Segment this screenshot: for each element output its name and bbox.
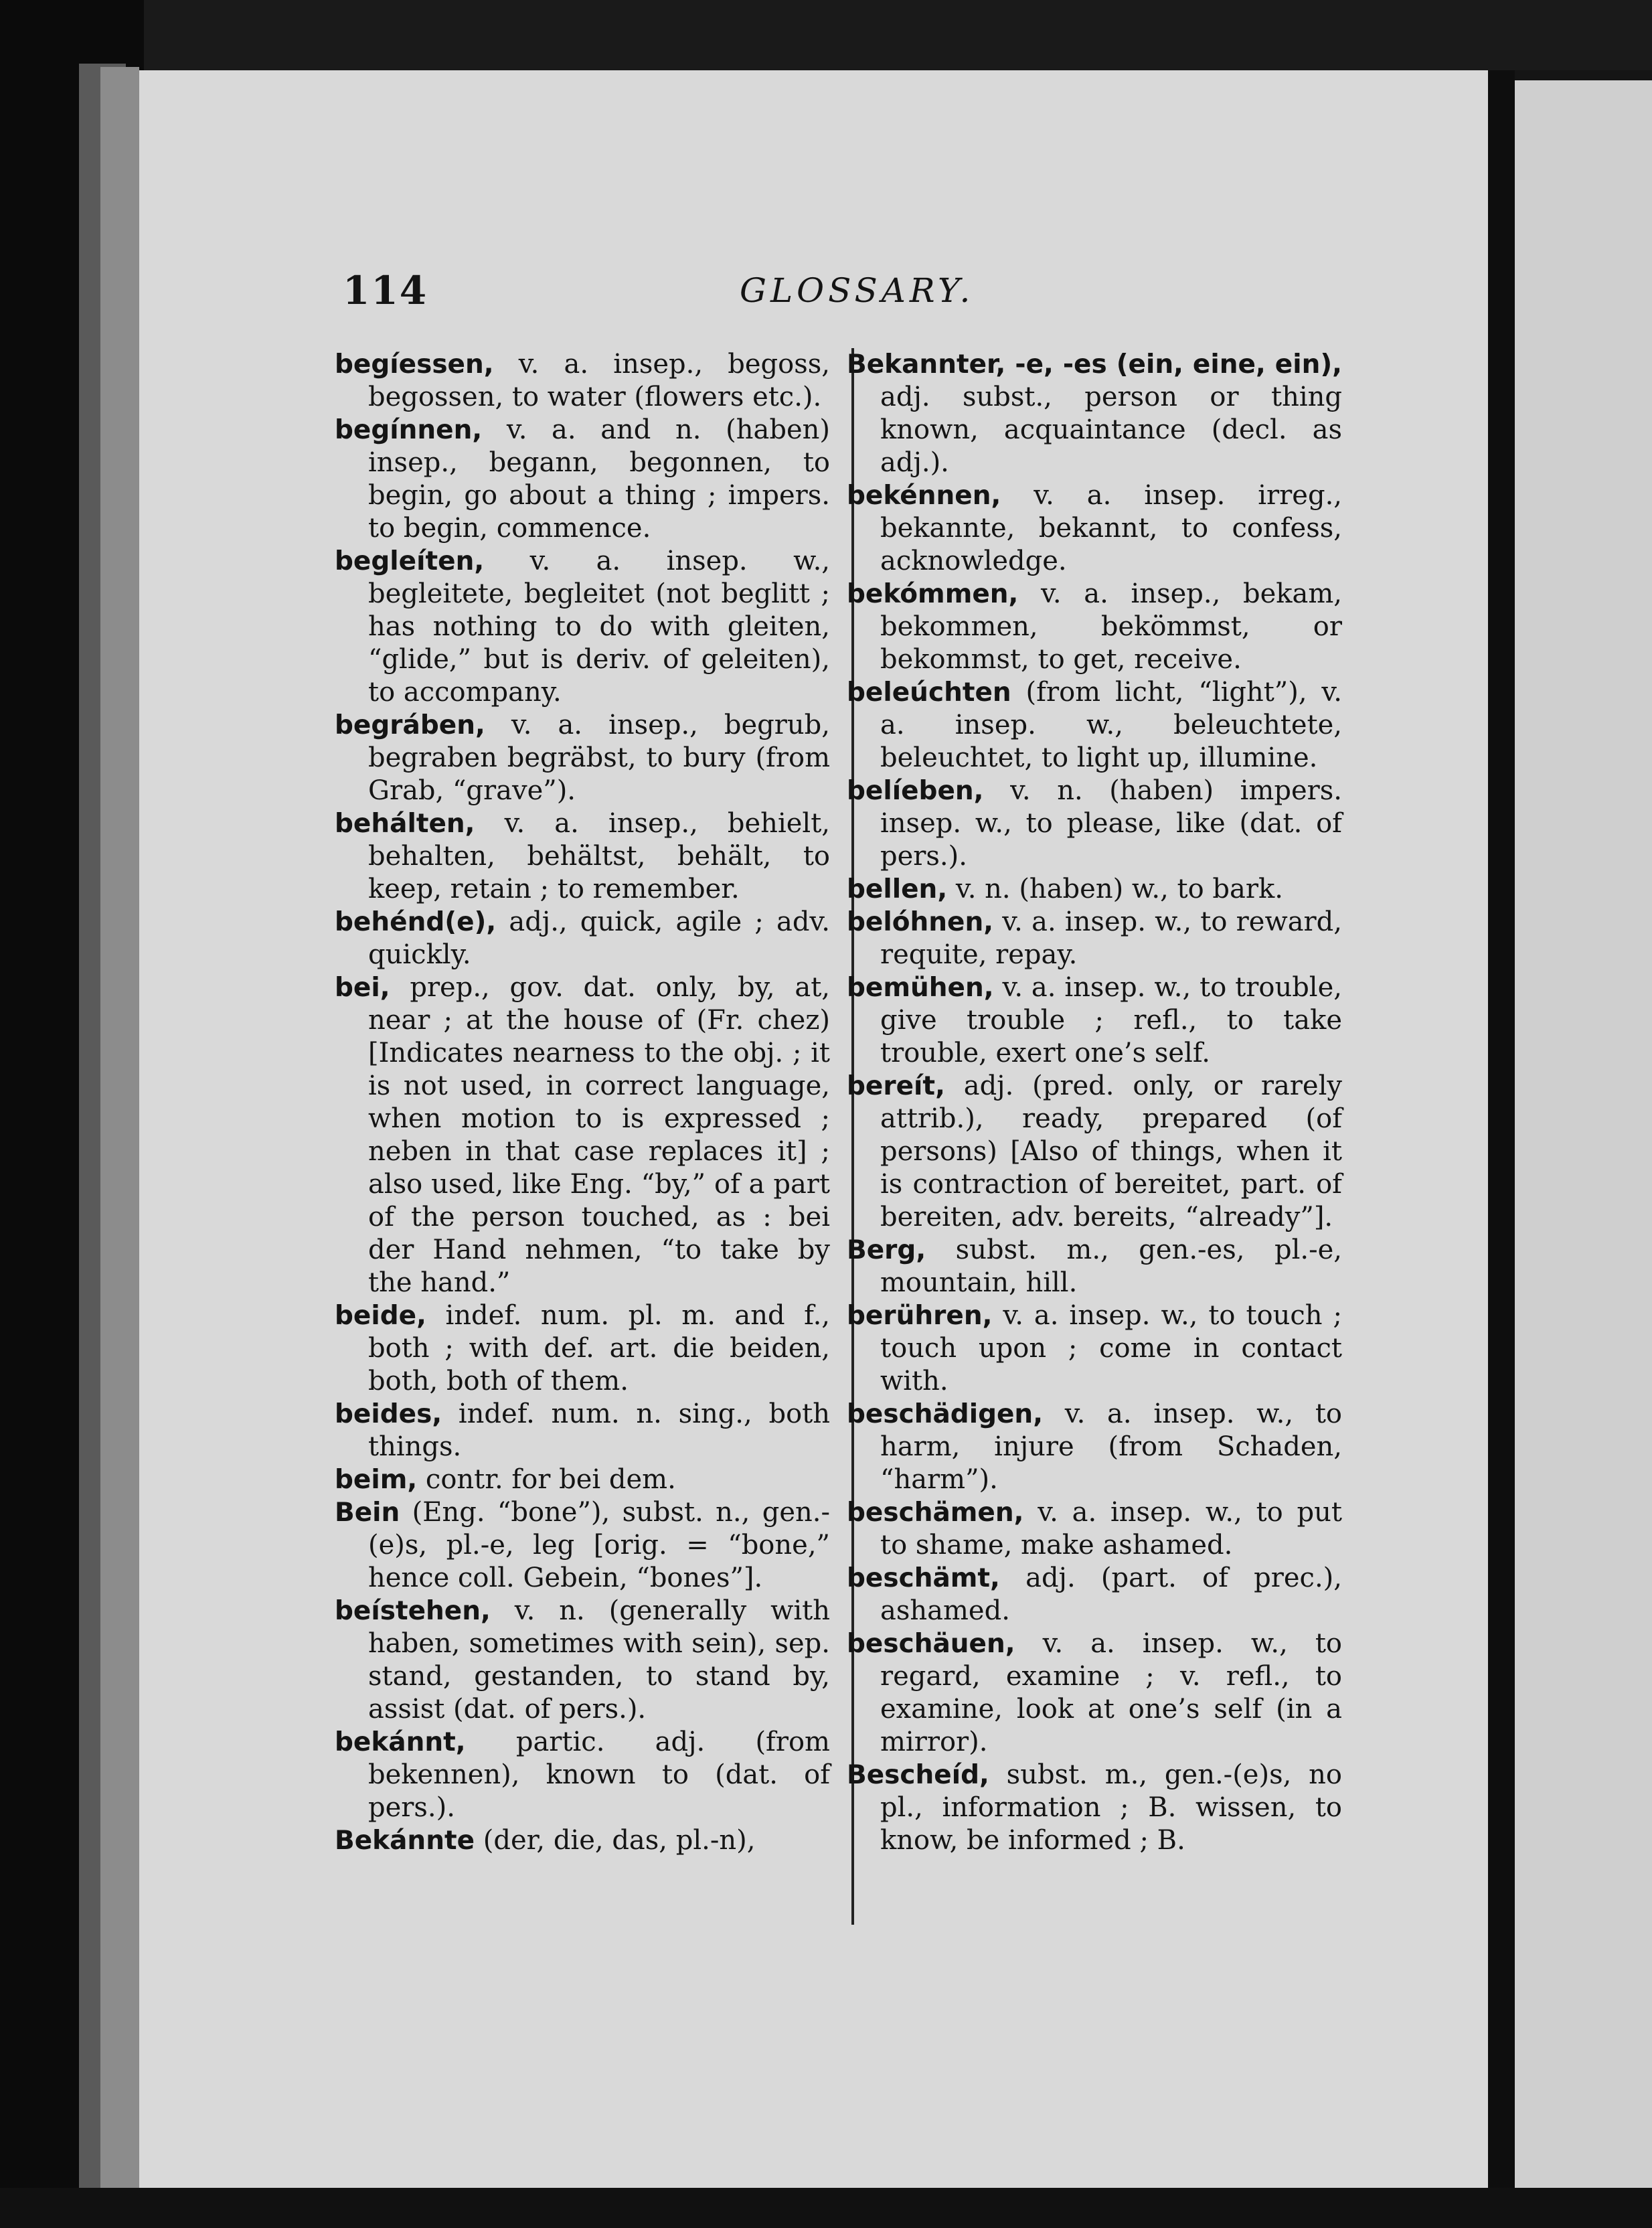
definition: v. a. insep. w., to harm, injure (from Schaden, “harm”). (880, 1399, 1342, 1495)
glossary-entry (335, 1299, 830, 1398)
definition: v. a. insep., bekam, bekommen, bekömmst, or bekommst, to get, receive. (880, 578, 1342, 675)
definition: v. a. insep. irreg., bekannte, bekannt, to confess, acknowledge. (880, 480, 1342, 576)
definition: adj., quick, agile ; adv. quickly. (368, 906, 830, 970)
headword: Bescheíd, (847, 1760, 989, 1790)
headword: berühren, (847, 1301, 993, 1331)
glossary-entry (847, 479, 1342, 578)
headword: beides, (335, 1399, 442, 1429)
headword: bereít, (847, 1071, 945, 1101)
glossary-entry (335, 1824, 830, 1857)
definition: indef. num. n. sing., both things. (368, 1399, 830, 1462)
headword: belíeben, (847, 776, 984, 806)
headword: beim, (335, 1465, 418, 1495)
glossary-entry (847, 971, 1342, 1070)
headword: begleíten, (335, 546, 485, 576)
headword: bekómmen, (847, 579, 1019, 609)
definition: subst. m., gen.-(e)s, no pl., information ; B. wissen, to know, be informed ; B. (880, 1759, 1342, 1856)
definition: partic. adj. (from bekennen), known to (dat. of pers.). (368, 1727, 830, 1823)
definition: v. a. insep. w., begleitete, begleitet (not beglitt ; has nothing to do with gleiten, “glide,” but is deriv. of geleiten), to accompany. (368, 546, 830, 708)
glossary-entry (335, 1595, 830, 1726)
glossary-entry (847, 906, 1342, 971)
glossary-entry (335, 971, 830, 1299)
glossary-entry (847, 1759, 1342, 1857)
headword: beleúchten (847, 678, 1011, 708)
headword: bekánnt, (335, 1727, 466, 1757)
definition: v. n. (haben) impers. insep. w., to please, like (dat. of pers.). (880, 775, 1342, 872)
headword: beschämen, (847, 1498, 1024, 1528)
glossary-entry (335, 1398, 830, 1463)
definition: adj. subst., person or thing known, acquaintance (decl. as adj.). (880, 382, 1342, 478)
headword: beschädigen, (847, 1399, 1044, 1429)
definition: v. a. insep. w., to put to shame, make ashamed. (880, 1497, 1342, 1561)
glossary-entry (847, 775, 1342, 873)
glossary-entry (847, 1627, 1342, 1759)
headword: bekénnen, (847, 481, 1001, 511)
page-number: 114 (343, 268, 428, 313)
glossary-entry (847, 1398, 1342, 1496)
definition: subst. m., gen.-es, pl.-e, mountain, hill. (880, 1235, 1342, 1298)
definition: adj. (pred. only, or rarely attrib.), ready, prepared (of persons) [Also of things, when it is contraction of bereitet, part. of bereiten, adv. bereits, “already”]. (880, 1070, 1342, 1232)
right-column (847, 348, 1342, 1857)
running-title: GLOSSARY. (740, 271, 975, 310)
glossary-entry (335, 906, 830, 971)
definition: (der, die, das, pl.-n), (475, 1825, 756, 1856)
headword: begíessen, (335, 349, 494, 380)
glossary-entry (847, 1496, 1342, 1562)
headword: beístehen, (335, 1596, 491, 1626)
top-shadow (144, 0, 1652, 70)
definition: adj. (part. of prec.), ashamed. (880, 1563, 1342, 1626)
bottom-shadow (0, 2188, 1652, 2228)
definition: v. a. insep., behielt, behalten, behältst, behält, to keep, retain ; to remember. (368, 808, 830, 904)
glossary-entry (335, 545, 830, 709)
headword: Bein (335, 1498, 400, 1528)
glossary-entry (847, 676, 1342, 775)
headword: belóhnen, (847, 907, 994, 937)
headword: beschämt, (847, 1563, 1000, 1593)
headword: bemühen, (847, 973, 994, 1003)
definition: v. n. (haben) w., to bark. (947, 874, 1283, 904)
headword: Bekannter, -e, -es (ein, eine, ein), (847, 349, 1342, 380)
definition: v. n. (generally with haben, sometimes with sein), sep. stand, gestanden, to stand by, assist (dat. of pers.). (368, 1595, 830, 1725)
glossary-entry (847, 578, 1342, 676)
headword: beschäuen, (847, 1629, 1015, 1659)
headword: behálten, (335, 809, 475, 839)
headword: bei, (335, 973, 390, 1003)
glossary-entry (847, 1299, 1342, 1398)
headword: Berg, (847, 1235, 926, 1265)
headword: beide, (335, 1301, 426, 1331)
page-stack-edge-inner (100, 67, 139, 2196)
definition: v. a. insep. w., to regard, examine ; v. refl., to examine, look at one’s self (in a mirror). (880, 1628, 1342, 1757)
glossary-entry (335, 348, 830, 414)
left-column (335, 348, 830, 1857)
gutter-shadow (1488, 70, 1515, 2189)
definition: (from licht, “light”), v. a. insep. w., beleuchtete, beleuchtet, to light up, illumine. (880, 677, 1342, 773)
glossary-entry (847, 1234, 1342, 1299)
glossary-entry (335, 1463, 830, 1496)
definition: v. a. insep., begrub, begraben begräbst, to bury (from Grab, “grave”). (368, 710, 830, 806)
headword: bellen, (847, 874, 948, 904)
definition: contr. for bei dem. (417, 1464, 676, 1495)
definition: v. a. insep. w., to touch ; touch upon ; come in contact with. (880, 1300, 1342, 1397)
glossary-entry (847, 348, 1342, 479)
definition: v. a. insep., begoss, begossen, to water (flowers etc.). (368, 349, 830, 412)
definition: v. a. insep. w., to reward, requite, repay. (880, 906, 1342, 970)
glossary-entry (335, 1726, 830, 1824)
definition: indef. num. pl. m. and f., both ; with def. art. die beiden, both, both of them. (368, 1300, 830, 1397)
headword: begínnen, (335, 415, 483, 445)
headword: begráben, (335, 710, 485, 740)
facing-page-edge (1515, 80, 1652, 2189)
headword: behénd(e), (335, 907, 497, 937)
definition: prep., gov. dat. only, by, at, near ; at the house of (Fr. chez) [Indicates nearness to the obj. ; it is not used, in correct language, when motion to is expressed ; neben in that case replaces it] ; also used, like Eng. “by,” of a part of the person touched, as : bei der Hand nehmen, “to take by the hand.” (368, 972, 830, 1298)
glossary-entry (335, 709, 830, 807)
definition: (Eng. “bone”), subst. n., gen.-(e)s, pl.-e, leg [orig. = “bone,” hence coll. Gebein, “bones”]. (368, 1497, 830, 1593)
glossary-entry (847, 1562, 1342, 1627)
definition: v. a. and n. (haben) insep., begann, begonnen, to begin, go about a thing ; impers. to begin, commence. (368, 414, 830, 544)
glossary-entry (847, 1070, 1342, 1234)
headword: Bekánnte (335, 1826, 475, 1856)
definition: v. a. insep. w., to trouble, give trouble ; refl., to take trouble, exert one’s self. (880, 972, 1342, 1068)
glossary-entry (335, 807, 830, 906)
glossary-entry (335, 414, 830, 545)
glossary-entry (847, 873, 1342, 906)
glossary-entry (335, 1496, 830, 1595)
